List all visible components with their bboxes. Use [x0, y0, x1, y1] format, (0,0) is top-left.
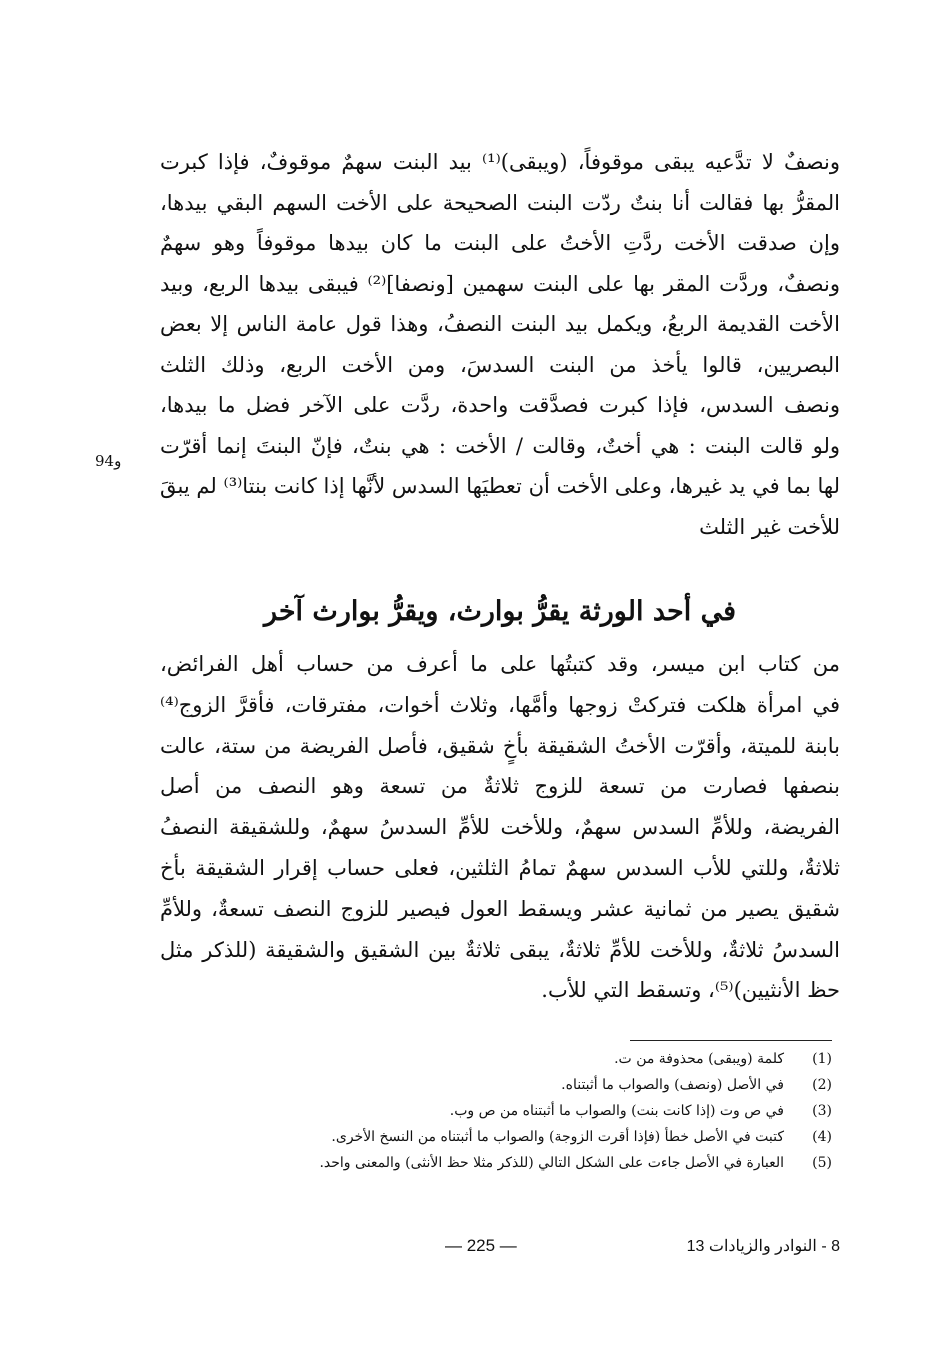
text-line: السدسُ ثلاثةٌ، وللأخت للأمِّ ثلاثةٌ، يبقى ثلاثةٌ بين الشقيق والشقيقة (للذكر مثل	[160, 937, 840, 962]
text-line: الأخت القديمة الربعُ، ويكمل بيد البنت النصفُ، وهذا قول عامة الناس إلا بعض	[160, 312, 840, 336]
text-line: شقيق يصير من ثمانية عشر ويسقط العول فيصير للزوج النصف تسعةٌ، وللأمِّ	[160, 896, 840, 921]
text-line: ونصفٌ لا تدَّعيه يبقى موقوفاً، (ويبقى)⁽¹⁾ بيد البنت سهمٌ موقوفٌ، فإذا كبرت	[160, 150, 840, 174]
text-line: المقرُّ بها فقالت أنا بنتٌ ردّت البنت الصحيحة على الأخت السهم البقي بيدها،	[160, 190, 840, 215]
text-line: بنصفها فصارت من تسعة للزوج ثلاثةٌ من تسعة وهو النصف من أصل	[160, 774, 840, 799]
text-line: وإن صدقت الأخت ردَّتِ الأختُ على البنت ما كان بيدها موقوفاً وهو سهمٌ	[160, 231, 840, 255]
text-line: من كتاب ابن ميسر، وقد كتبتُها على ما أعرف من حساب أهل الفرائض،	[160, 652, 840, 676]
footnote	[230, 1072, 840, 1098]
text-line: ثلاثةٌ، وللتي للأب السدس سهمٌ تمامُ الثلثين، فعلى حساب إقرار الشقيقة بأخ	[160, 855, 840, 880]
footnote-text: كلمة (ويبقى) محذوفة من ت.	[614, 1051, 784, 1067]
body-paragraph-1	[160, 142, 840, 547]
text-line: ونصفٌ، وردَّت المقر بها على البنت سهمين [ونصفا]⁽²⁾ فيبقى بيدها الربع، وبيد	[160, 271, 840, 296]
footnote-text: كتبت في الأصل خطأ (فإذا أقرت الزوجة) والصواب ما أثبتناه من النسخ الأخرى.	[331, 1129, 784, 1145]
text-line: الفريضة، وللأمِّ السدس سهمٌ، وللأخت للأمِّ السدسُ سهمٌ، وللشقيقة النصفُ	[160, 815, 840, 840]
footnote-text: في الأصل (ونصف) والصواب ما أثبتناه.	[561, 1077, 784, 1093]
footnote	[230, 1124, 840, 1150]
footnote-text: العبارة في الأصل جاءت على الشكل التالي (للذكر مثلا حظ الأنثى) والمعنى واحد.	[319, 1155, 784, 1171]
text-line: للأخت غير الثلث	[699, 514, 840, 539]
text-line: ولو قالت البنت : هي أختٌ، وقالت / الأخت : هي بنتٌ، فإنّ البنتَ إنما أقرّت	[160, 433, 840, 458]
margin-folio-note: 94و	[95, 452, 122, 470]
footnote-number: (2)	[812, 1077, 832, 1093]
footnote	[230, 1046, 840, 1072]
footnotes	[230, 1046, 840, 1176]
text-line: بابنة للميتة، وأقرّت الأختُ الشقيقة بأخٍ شقيق، فأصل الفريضة من ستة، عالت	[160, 733, 840, 758]
footnote-number: (3)	[812, 1103, 832, 1119]
footnote-separator	[630, 1040, 832, 1041]
text-line: في امرأة هلكت فتركتْ زوجها وأمَّها، وثلاث أخوات، مفترقات، فأقرَّ الزوج⁽⁴⁾	[160, 692, 840, 717]
body-paragraph-2	[160, 644, 840, 1011]
footnote	[230, 1150, 840, 1176]
footnote-number: (5)	[812, 1155, 832, 1171]
footnote-number: (4)	[812, 1129, 832, 1145]
text-line: ونصف السدس، فإذا كبرت فصدَّقت واحدة، ردَّت على الآخر فضل ما بيدها،	[160, 393, 840, 417]
running-footer-book-title: 8 - النوادر والزيادات 13	[686, 1238, 840, 1255]
text-line: لها بما في يد غيرها، وعلى الأخت أن تعطيَها السدس لأنَّها إذا كانت بنتا⁽³⁾ لم يبقَ	[160, 474, 840, 498]
text-line: البصريين، قالوا يأخذ من البنت السدسَ، ومن الأخت الربع، وذلك الثلث	[160, 352, 840, 377]
text-line: حظ الأنثيين)⁽⁵⁾، وتسقط التي للأب.	[541, 978, 840, 1003]
section-heading: في أحد الورثة يقرُّ بوارث، ويقرُّ بوارث آخر	[263, 596, 737, 627]
footnote-number: (1)	[812, 1051, 832, 1067]
footnote	[230, 1098, 840, 1124]
page-number: — 225 —	[445, 1236, 517, 1255]
footnote-text: في ص وت (إذا كانت بنت) والصواب ما أثبتناه من ص وب.	[449, 1103, 784, 1119]
